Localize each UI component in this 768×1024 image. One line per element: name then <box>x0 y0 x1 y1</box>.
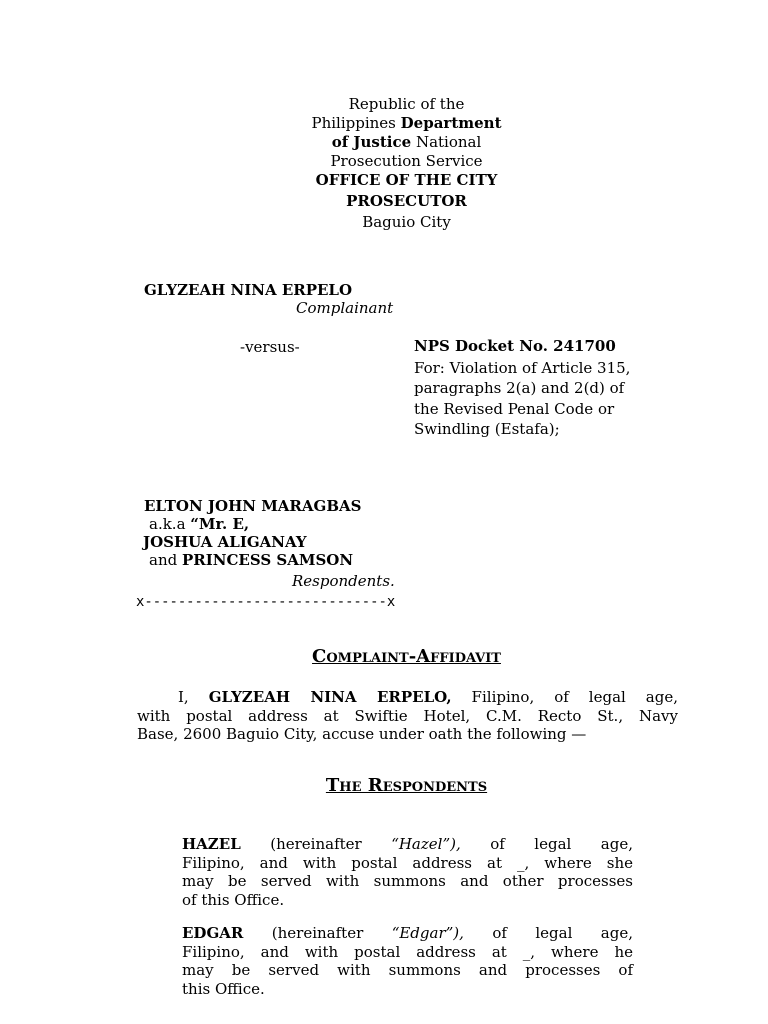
text: (hereinafter <box>240 835 392 853</box>
paragraph-line: Filipino, and with postal address at _, where she <box>182 853 633 872</box>
office-name-line: OFFICE OF THE CITY <box>315 171 498 189</box>
respondent-alias: “Hazel”), <box>391 835 461 853</box>
respondent-and-line <box>149 551 353 570</box>
paragraph-line: of this Office. <box>182 890 285 909</box>
respondent-name: PRINCESS SAMSON <box>181 551 354 569</box>
respondent-paragraph <box>182 835 633 909</box>
header-line <box>234 114 579 133</box>
text: Filipino, of legal age, <box>451 688 679 706</box>
paragraph-line: Base, 2600 Baguio City, accuse under oath the following — <box>137 725 587 743</box>
complainant-role: Complainant <box>296 299 394 317</box>
aka-name: “Mr. E, <box>190 515 250 533</box>
respondent-name: JOSHUA ALIGANAY <box>143 533 307 551</box>
paragraph-line <box>137 688 678 707</box>
header-text-bold: of Justice <box>331 133 412 151</box>
respondent-name: ELTON JOHN MARAGBAS <box>144 497 362 515</box>
header-line <box>234 133 579 152</box>
respondent-alias: “Edgar”), <box>391 924 464 942</box>
docket-offense-line: For: Violation of Article 315, <box>414 359 631 377</box>
and-prefix: and <box>149 551 182 569</box>
respondent-aka <box>149 515 249 534</box>
text: of legal age, <box>463 924 633 942</box>
paragraph-line: this Office. <box>182 979 265 998</box>
paragraph-line: with postal address at Swiftie Hotel, C.M. Recto St., Navy <box>137 706 678 725</box>
docket-offense-line: the Revised Penal Code or <box>414 399 615 418</box>
paragraph-line <box>182 924 633 943</box>
header-text: Philippines <box>311 114 401 132</box>
section-title: The Respondents <box>325 775 488 796</box>
header-text-bold: Department <box>400 114 502 132</box>
paragraph-line: may be served with summons and processes of <box>182 961 633 979</box>
text: of legal age, <box>460 835 633 853</box>
versus-label: -versus- <box>240 338 300 356</box>
document-title: Complaint-Affidavit <box>312 646 501 667</box>
respondent-name-inline: HAZEL <box>182 835 241 853</box>
respondents-role: Respondents. <box>292 572 395 590</box>
docket-offense-line: Swindling (Estafa); <box>414 419 560 438</box>
text: I, <box>178 688 209 706</box>
header-city: Baguio City <box>362 213 451 231</box>
respondent-name-inline: EDGAR <box>182 924 244 942</box>
caption-header <box>234 95 579 232</box>
aka-prefix: a.k.a <box>149 515 191 533</box>
header-text: National <box>411 133 482 151</box>
paragraph-line: may be served with summons and other processes <box>182 872 633 890</box>
docket-number: NPS Docket No. 241700 <box>414 337 616 355</box>
paragraph-line <box>182 835 633 854</box>
intro-paragraph <box>137 688 678 744</box>
docket-offense-line: paragraphs 2(a) and 2(d) of <box>414 379 625 398</box>
header-line: Prosecution Service <box>330 152 483 170</box>
complainant-name-inline: GLYZEAH NINA ERPELO, <box>208 688 452 706</box>
text: (hereinafter <box>243 924 392 942</box>
header-line: Republic of the <box>348 95 465 113</box>
paragraph-line: Filipino, and with postal address at _, where he <box>182 942 633 961</box>
office-name-line: PROSECUTOR <box>346 192 467 210</box>
caption-separator: x-----------------------------x <box>136 594 396 610</box>
complainant-name: GLYZEAH NINA ERPELO <box>144 281 353 299</box>
docket-offense <box>414 358 630 439</box>
respondent-paragraph <box>182 924 633 998</box>
